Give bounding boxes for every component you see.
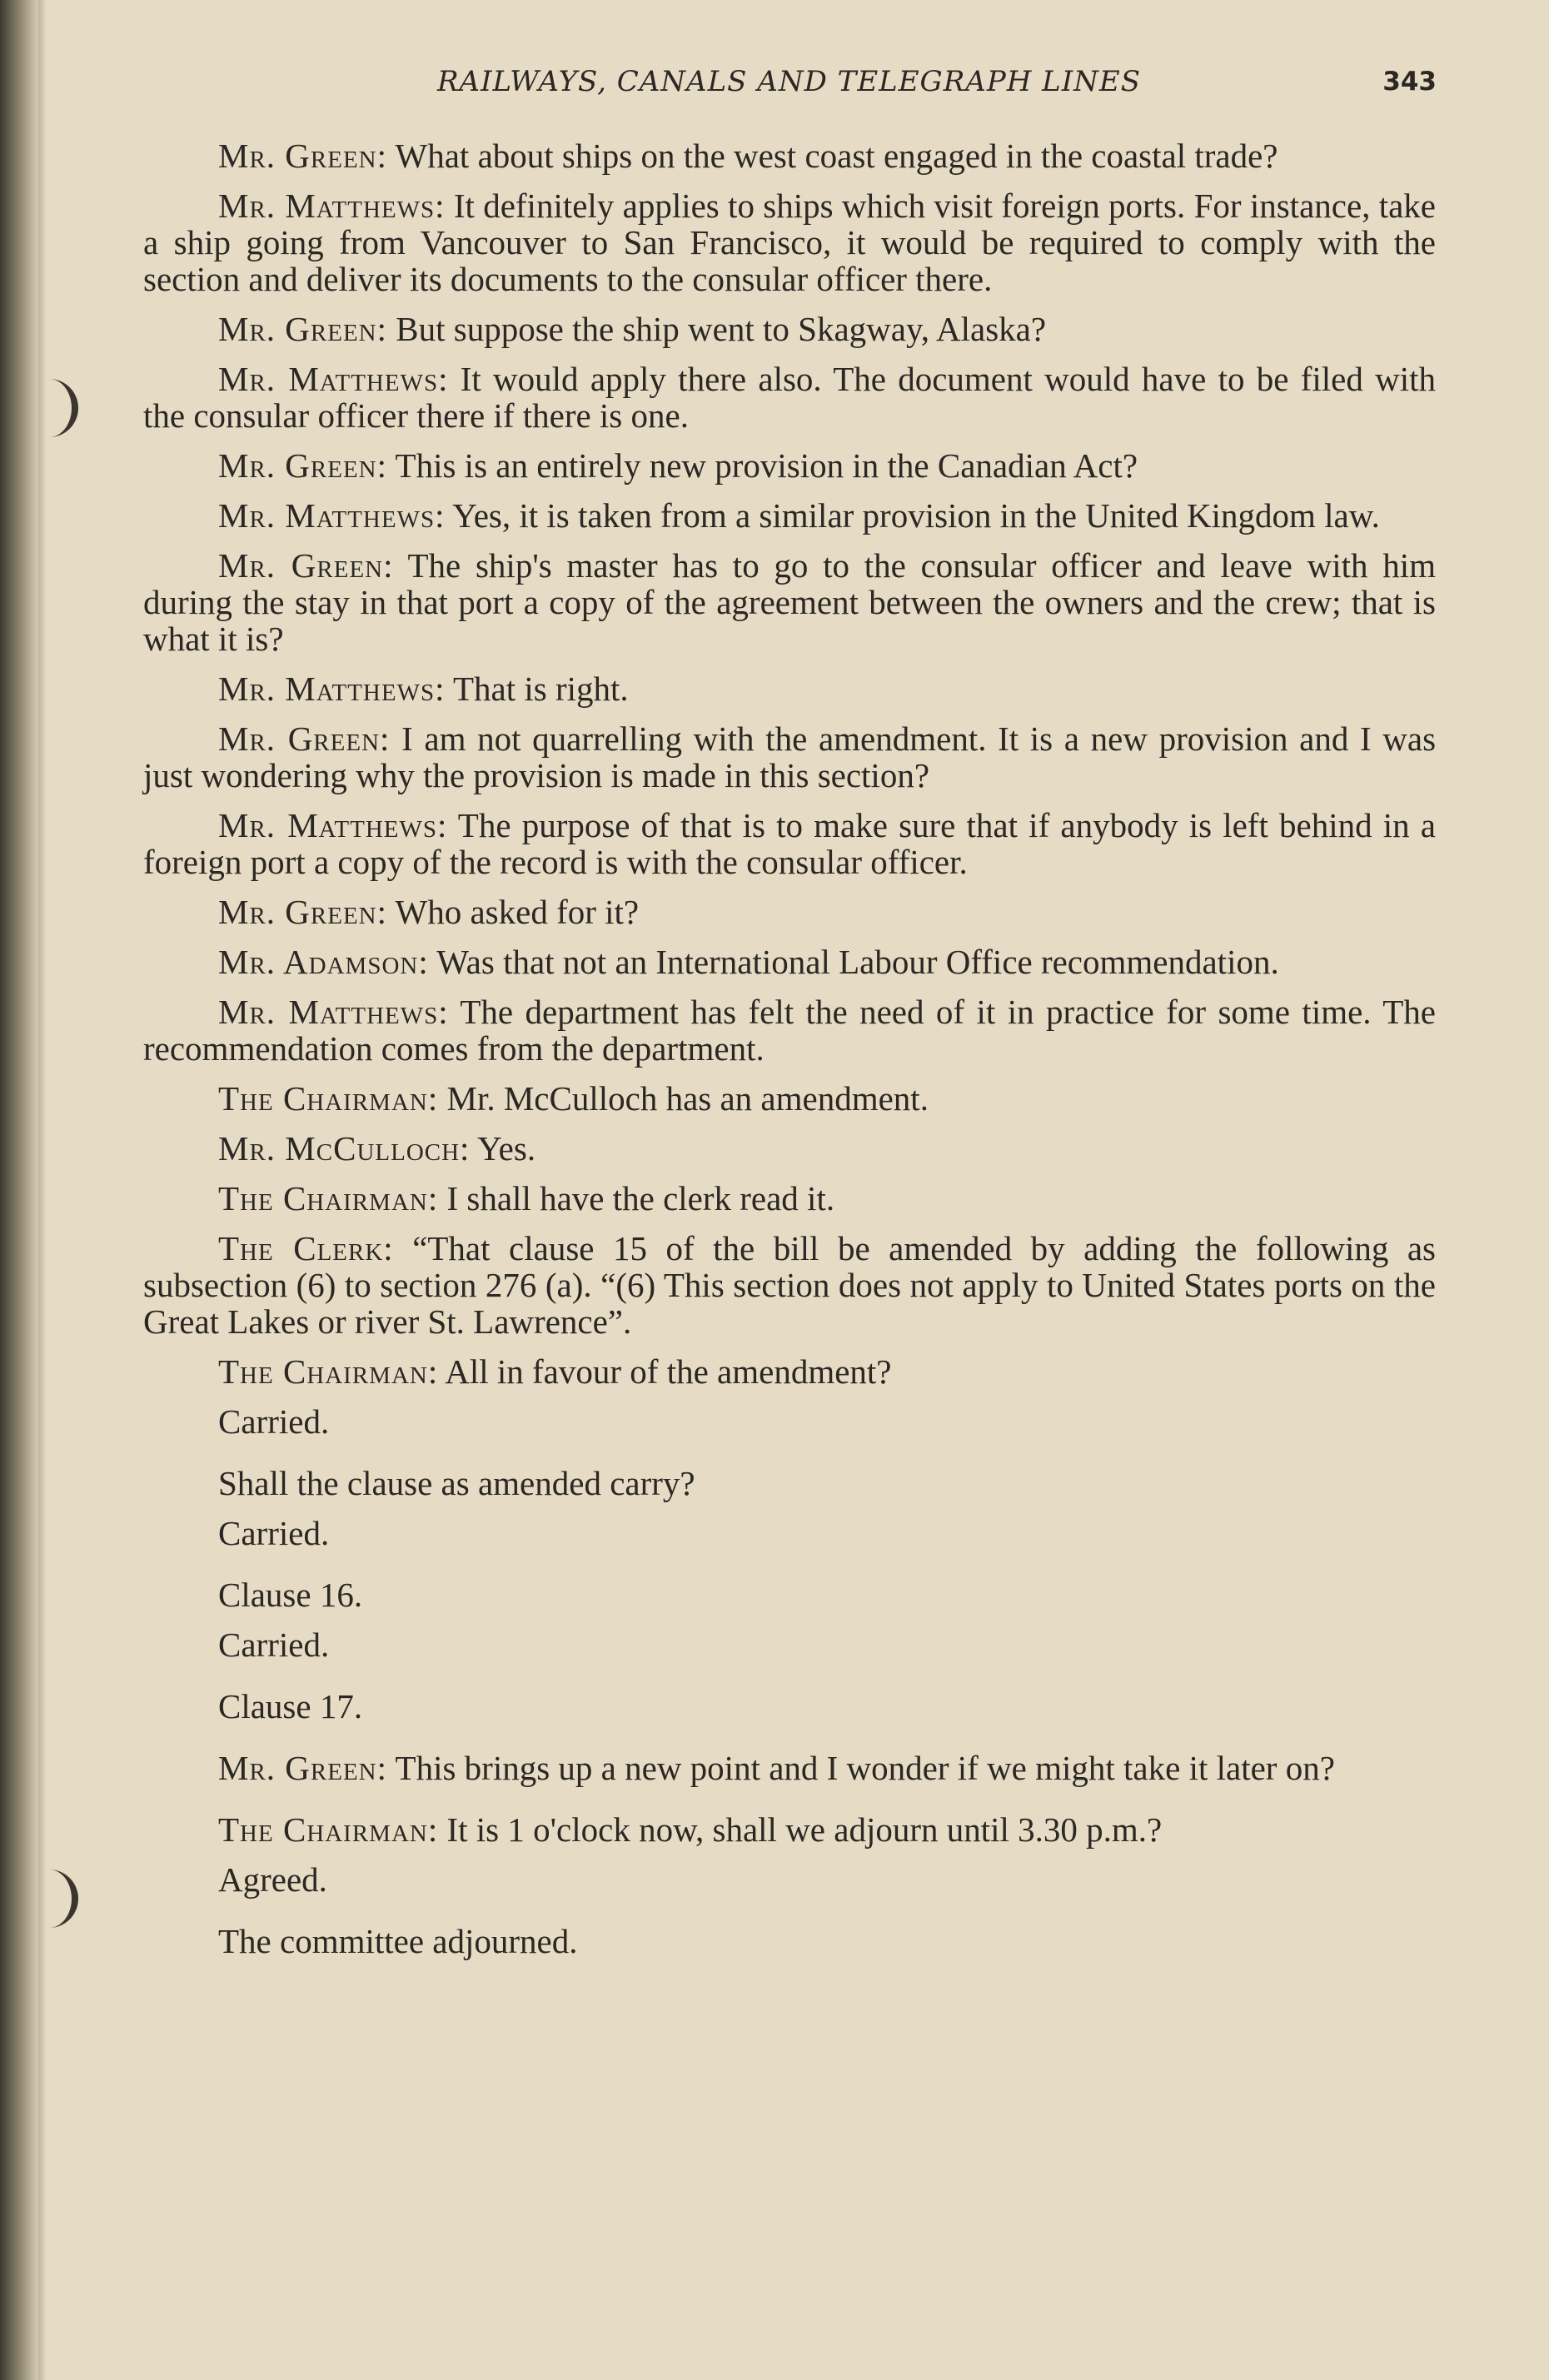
paragraph: [143, 1403, 1436, 1440]
speech-text: Carried.: [218, 1514, 330, 1552]
page-header: [142, 65, 1437, 107]
paragraph: [143, 1515, 1436, 1551]
speaker-name: Mr. Green:: [218, 546, 394, 585]
speech-text: It would apply there also. The document would have to be filed with the consular officer there if there is one.: [143, 360, 1436, 435]
document-body: [143, 137, 1436, 1973]
binding-edge: [0, 0, 38, 2380]
speaker-name: Mr. Green:: [218, 719, 391, 758]
paragraph: [143, 1353, 1436, 1390]
paragraph: [143, 1750, 1436, 1786]
speaker-name: Mr. Adamson:: [218, 943, 429, 981]
speaker-name: Mr. Matthews:: [218, 806, 448, 844]
paragraph: [143, 1130, 1436, 1167]
page-number: 343: [1382, 67, 1437, 97]
speech-text: But suppose the ship went to Skagway, Alaska?: [396, 310, 1047, 348]
paragraph: [143, 807, 1436, 880]
speech-text: Yes.: [477, 1129, 536, 1168]
speaker-name: Mr. Matthews:: [218, 670, 446, 708]
paragraph: [143, 1626, 1436, 1663]
speech-text: The purpose of that is to make sure that if anybody is left behind in a foreign port a copy of the record is with the consular officer.: [143, 806, 1436, 881]
speech-text: Agreed.: [218, 1860, 327, 1899]
speaker-name: The Chairman:: [218, 1352, 439, 1391]
speaker-name: Mr. Matthews:: [218, 496, 446, 535]
speech-text: I am not quarrelling with the amendment. It is a new provision and I was just wondering why the provision is made in this section?: [143, 719, 1437, 794]
speaker-name: Mr. Green:: [218, 137, 388, 175]
speaker-name: Mr. Green:: [218, 1749, 388, 1787]
speaker-name: Mr. Green:: [218, 893, 388, 931]
speech-text: This is an entirely new provision in the Canadian Act?: [395, 446, 1138, 485]
paragraph: [143, 894, 1436, 930]
speaker-name: Mr. McCulloch:: [218, 1129, 471, 1168]
speaker-name: Mr. Green:: [218, 310, 388, 348]
paragraph: [143, 497, 1436, 534]
page-edge-shadow: [38, 0, 47, 2380]
speech-text: All in favour of the amendment?: [445, 1352, 892, 1391]
speech-text: Yes, it is taken from a similar provision in the United Kingdom law.: [452, 496, 1380, 535]
speech-text: Carried.: [218, 1402, 330, 1441]
speech-text: The ship's master has to go to the consular officer and leave with him during the stay in that port a copy of the agreement between the owners and the crew; that is what it is?: [143, 546, 1437, 658]
speaker-name: Mr. Matthews:: [218, 360, 449, 398]
speech-text: This brings up a new point and I wonder if we might take it later on?: [395, 1749, 1335, 1787]
speech-text: Clause 16.: [218, 1576, 363, 1614]
speech-text: The committee adjourned.: [218, 1922, 578, 1960]
speech-text: Mr. McCulloch has an amendment.: [446, 1079, 929, 1118]
paragraph: [143, 547, 1436, 657]
paragraph: [143, 1923, 1436, 1959]
speech-text: “That clause 15 of the bill be amended by adding the following as subsection (6) to section 276 (a). “(6) This section does not apply to United States ports on the Great Lakes or river St. Lawrence”.: [143, 1229, 1436, 1341]
speech-text: The department has felt the need of it in practice for some time. The recommendation comes from the department.: [143, 993, 1436, 1068]
speech-text: It definitely applies to ships which visit foreign ports. For instance, take a ship going from Vancouver to San Francisco, it would be required to comply with the section and deliver its documents to the consular officer there.: [143, 187, 1437, 298]
speaker-name: The Chairman:: [218, 1179, 439, 1217]
paragraph: [143, 1080, 1436, 1117]
speaker-name: The Chairman:: [218, 1810, 439, 1849]
speaker-name: Mr. Green:: [218, 446, 388, 485]
paragraph: [143, 1811, 1436, 1848]
paragraph: [143, 311, 1436, 347]
speech-text: What about ships on the west coast engaged in the coastal trade?: [395, 137, 1278, 175]
paragraph: [143, 1861, 1436, 1898]
paragraph: [143, 1230, 1436, 1340]
speaker-name: Mr. Matthews:: [218, 187, 446, 225]
speech-text: Carried.: [218, 1626, 330, 1664]
paragraph: [143, 447, 1436, 484]
paragraph: [143, 187, 1436, 297]
speaker-name: Mr. Matthews:: [218, 993, 449, 1031]
running-head: RAILWAYS, CANALS AND TELEGRAPH LINES: [436, 65, 1142, 98]
speaker-name: The Chairman:: [218, 1079, 439, 1118]
paragraph: [143, 1465, 1436, 1501]
speech-text: I shall have the clerk read it.: [446, 1179, 835, 1217]
speech-text: Who asked for it?: [395, 893, 640, 931]
paragraph: [143, 720, 1436, 794]
paragraph: [143, 1180, 1436, 1217]
speech-text: It is 1 o'clock now, shall we adjourn until 3.30 p.m.?: [446, 1810, 1163, 1849]
paragraph: [143, 1576, 1436, 1613]
binding-hole-bottom: [42, 1870, 78, 1928]
paragraph: [143, 1688, 1436, 1725]
speech-text: Was that not an International Labour Office recommendation.: [436, 943, 1279, 981]
speaker-name: The Clerk:: [218, 1229, 394, 1267]
paragraph: [143, 944, 1436, 980]
paragraph: [143, 137, 1436, 174]
binding-hole-top: [42, 379, 78, 437]
speech-text: That is right.: [452, 670, 629, 708]
speech-text: Shall the clause as amended carry?: [218, 1464, 695, 1502]
speech-text: Clause 17.: [218, 1687, 363, 1725]
paragraph: [143, 670, 1436, 707]
paragraph: [143, 361, 1436, 434]
paragraph: [143, 993, 1436, 1067]
